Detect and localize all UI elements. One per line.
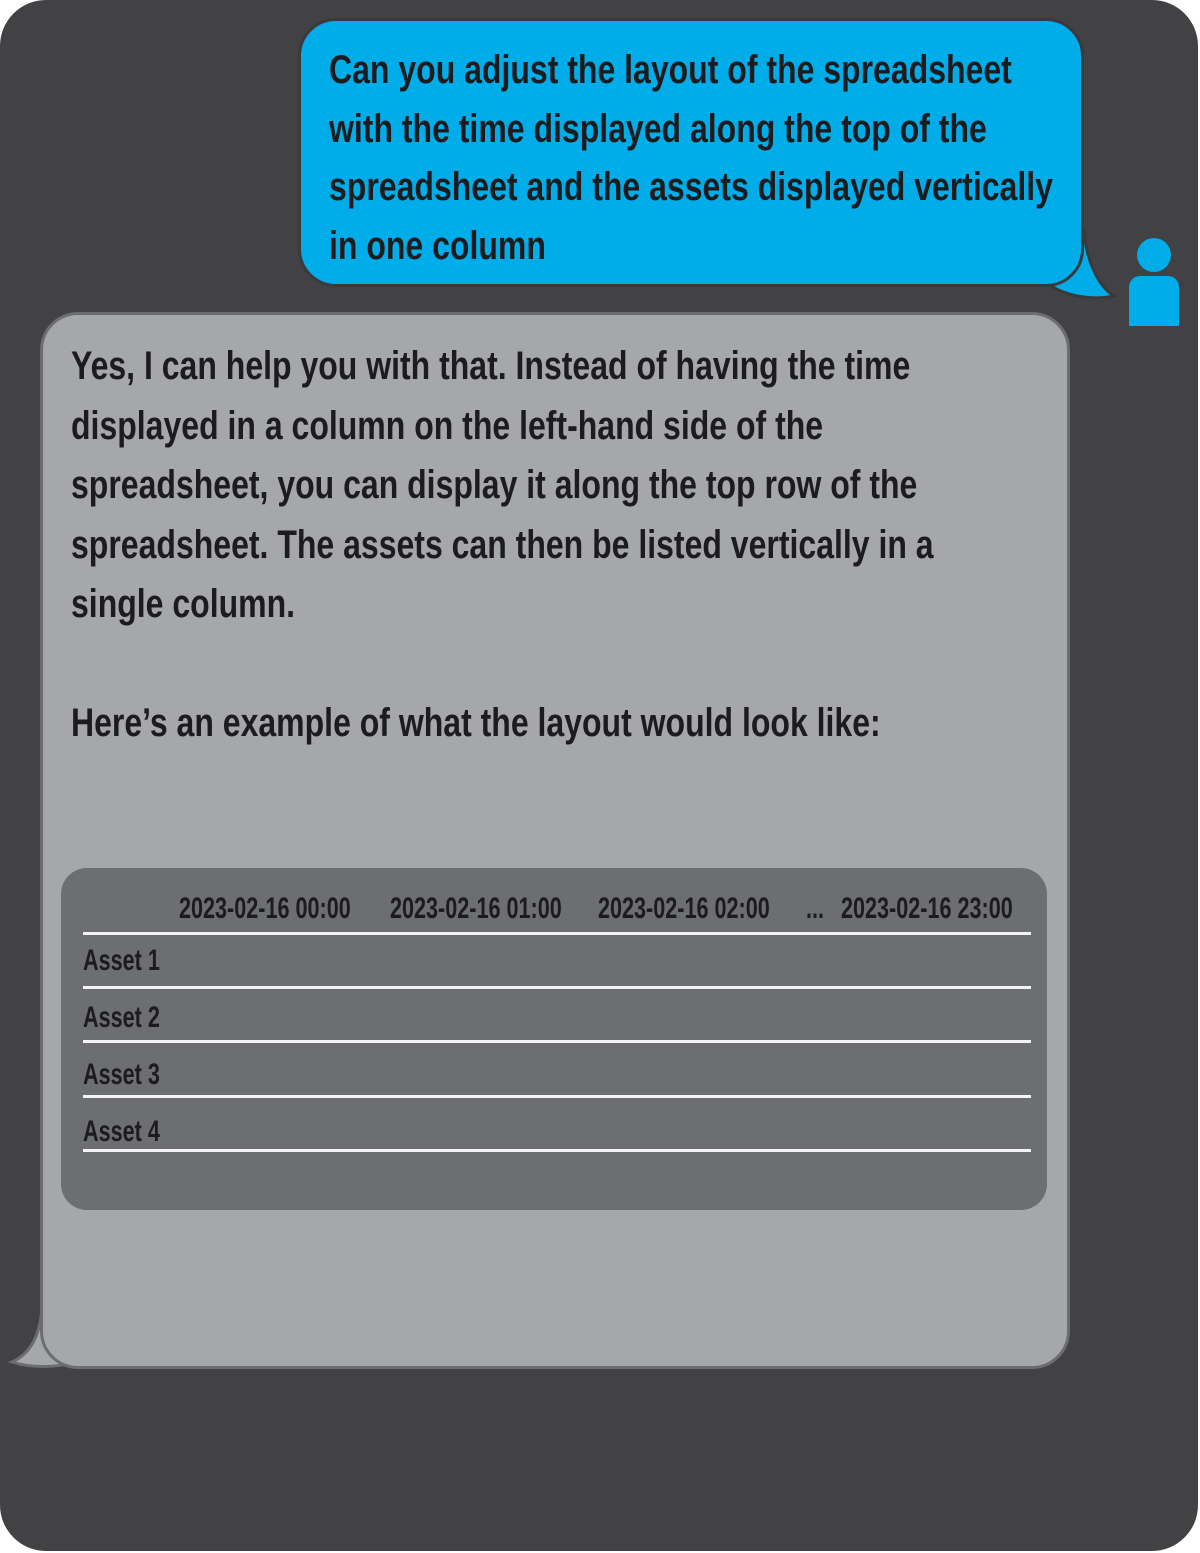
avatar-body — [1129, 276, 1179, 326]
table-header-row — [83, 892, 1031, 936]
avatar-head — [1137, 238, 1171, 272]
user-message-text: Can you adjust the layout of the spreadsheet with the time displayed along the top of the spreadsheet and the assets displayed vertically in one column — [329, 48, 1053, 268]
table-row-label: Asset 4 — [83, 1115, 160, 1148]
table-header-cell: 2023-02-16 00:00 — [179, 892, 351, 925]
table-header-cell: 2023-02-16 02:00 — [598, 892, 770, 925]
user-message-bubble — [298, 18, 1084, 287]
assistant-message-text — [71, 337, 1023, 754]
table-rule — [83, 1040, 1031, 1043]
assistant-message-bubble — [40, 312, 1070, 1369]
assistant-paragraph: Yes, I can help you with that. Instead of having the time displayed in a column on the left-hand side of the spreadsheet, you can display it along the top row of the spreadsheet. The assets can then be listed vertically in a single column. — [71, 344, 934, 626]
table-header-cell: 2023-02-16 23:00 — [841, 892, 1013, 925]
table-row-label: Asset 2 — [83, 1001, 160, 1034]
assistant-paragraph: Here’s an example of what the layout would look like: — [71, 701, 881, 745]
example-table — [61, 868, 1047, 1210]
table-row-label: Asset 3 — [83, 1058, 160, 1091]
table-rule — [83, 986, 1031, 989]
table-rule — [83, 1149, 1031, 1152]
table-rule — [83, 1095, 1031, 1098]
table-row-label: Asset 1 — [83, 944, 160, 977]
table-header-cell: 2023-02-16 01:00 — [390, 892, 562, 925]
table-rule — [83, 932, 1031, 935]
table-header-cell: ... — [806, 892, 825, 925]
user-avatar-icon — [1126, 238, 1182, 328]
